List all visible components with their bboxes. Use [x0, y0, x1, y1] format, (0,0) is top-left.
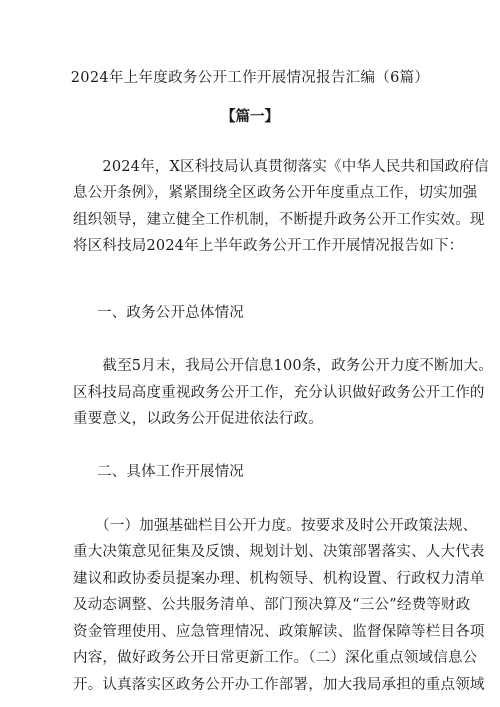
- part-label: 【篇一】: [221, 108, 279, 125]
- body-line: 重大决策意见征集及反馈、规划计划、决策部署落实、人大代表: [73, 544, 485, 560]
- intro-line: 2024年，X区科技局认真贯彻落实《中华人民共和国政府信: [73, 159, 489, 175]
- intro-line: 将区科技局2024年上半年政务公开工作开展情况报告如下：: [73, 238, 464, 254]
- section-heading: 一、政务公开总体情况: [97, 305, 244, 321]
- body-line: 内容，做好政务公开日常更新工作。（二）深化重点领域信息公: [73, 650, 478, 666]
- section-heading: 二、具体工作开展情况: [97, 464, 244, 480]
- body-line: （一）加强基础栏目公开力度。按要求及时公开政策法规、: [73, 518, 478, 534]
- intro-line: 息公开条例》，紧紧围绕全区政务公开年度重点工作，切实加强: [73, 185, 478, 201]
- intro-line: 组织领导，建立健全工作机制，不断提升政务公开工作实效。现: [73, 212, 485, 228]
- body-line: 开。认真落实区政务公开办工作部署，加大我局承担的重点领域: [73, 677, 485, 693]
- body-line: 区科技局高度重视政务公开工作，充分认识做好政务公开工作的: [73, 385, 485, 401]
- body-line: 建议和政协委员提案办理、机构领导、机构设置、行政权力清单: [73, 571, 485, 587]
- body-line: 资金管理使用、应急管理情况、政策解读、监督保障等栏目各项: [73, 624, 485, 640]
- document-title: 2024年上年度政务公开工作开展情况报告汇编（6篇）: [70, 70, 430, 86]
- body-line: 及动态调整、公共服务清单、部门预决算及“三公”经费等财政: [73, 597, 471, 613]
- body-line: 截至5月末，我局公开信息100条，政务公开力度不断加大。: [73, 358, 493, 374]
- body-line: 重要意义，以政务公开促进依法行政。: [73, 411, 323, 427]
